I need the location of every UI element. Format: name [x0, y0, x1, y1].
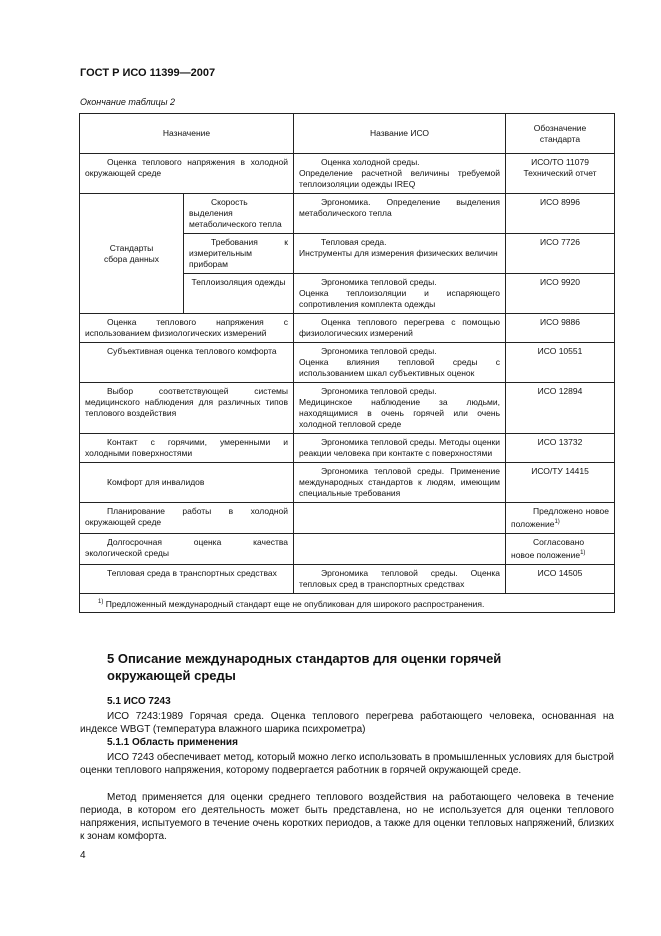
row-purpose: Комфорт для инвалидов [80, 463, 294, 503]
row-designation: ИСО 14505 [506, 564, 615, 593]
subsection-heading: 5.1 ИСО 7243 [107, 696, 171, 707]
row-purpose: Выбор соответствующей системы медицинского наблюдения для различных типов теплового воздействия [80, 383, 294, 434]
row-designation [506, 503, 615, 534]
footnote-text: Предложенный международный стандарт еще не опубликован для широкого распространения. [105, 598, 485, 609]
row-subpurpose: Скорость выделения метаболического тепла [184, 194, 294, 234]
row-purpose: Оценка теплового напряжения с использованием физиологических измерений [80, 314, 294, 343]
row-iso-name: Тепловая среда. Инструменты для измерения физических величин [294, 234, 506, 274]
standards-table [79, 113, 615, 613]
table-row [80, 463, 615, 503]
footnote-ref: 1) [554, 519, 560, 525]
row-iso-name: Эргономика тепловой среды. Методы оценки реакции человека при контакте с поверхностями [294, 434, 506, 463]
table-header-row [80, 114, 615, 154]
row-designation: ИСО/ТО 11079 Технический отчет [506, 154, 615, 194]
row-iso-name: Эргономика тепловой среды. Медицинское наблюдение за людьми, находящимися в очень горячей или очень холодной тепловой среде [294, 383, 506, 434]
row-designation: ИСО 7726 [506, 234, 615, 274]
row-subpurpose: Требования к измерительным приборам [184, 234, 294, 274]
document-header: ГОСТ Р ИСО 11399—2007 [80, 67, 216, 79]
table-row [80, 533, 615, 564]
designation-text: Предложено новое положение [511, 506, 610, 529]
header-designation: Обозначение стандарта [506, 114, 615, 154]
row-purpose: Долгосрочная оценка качества экологической среды [80, 533, 294, 564]
subsection-heading: 5.1.1 Область применения [107, 737, 238, 748]
row-purpose: Субъективная оценка теплового комфорта [80, 343, 294, 383]
row-subpurpose: Теплоизоляция одежды [184, 274, 294, 314]
page-number: 4 [80, 850, 86, 861]
row-iso-name: Эргономика. Определение выделения метаболического тепла [294, 194, 506, 234]
row-designation: ИСО 12894 [506, 383, 615, 434]
paragraph: ИСО 7243 обеспечивает метод, который можно легко использовать в промышленных условиях для быстрой оценки теплового напряжения, которому подвергается работник в горячей окружающей среде. [80, 752, 614, 776]
header-purpose: Назначение [80, 114, 294, 154]
row-purpose: Контакт с горячими, умеренными и холодными поверхностями [80, 434, 294, 463]
table-footnote-row [80, 593, 615, 613]
row-iso-name: Эргономика тепловой среды. Применение международных стандартов к людям, имеющим специальные требования [294, 463, 506, 503]
footnote-ref: 1) [580, 549, 586, 556]
table-row [80, 503, 615, 534]
paragraph: Метод применяется для оценки среднего теплового воздействия на работающего человека в течение периода, в котором его деятельность может быть представлена, но не используется для оценки теплового напряжения, испытуемого в течение очень коротких периодов, а также для оценки тепловых напряжений, близких к зонам комфорта. [80, 792, 614, 842]
footnote-mark: 1) [98, 598, 104, 605]
row-purpose: Тепловая среда в транспортных средствах [80, 564, 294, 593]
table-footnote [80, 593, 615, 613]
section-title: 5 Описание международных стандартов для оценки горячей окружающей среды [107, 651, 502, 683]
row-designation: ИСО/ТУ 14415 [506, 463, 615, 503]
row-designation: ИСО 9886 [506, 314, 615, 343]
row-iso-name: Оценка холодной среды. Определение расчетной величины требуемой теплоизоляции одежды IREQ [294, 154, 506, 194]
table-row [80, 434, 615, 463]
row-group-data-collection: Стандарты сбора данных [80, 194, 184, 314]
row-designation: ИСО 13732 [506, 434, 615, 463]
row-designation [506, 533, 615, 564]
table-caption: Окончание таблицы 2 [80, 97, 175, 107]
row-iso-name [294, 533, 506, 564]
row-designation: ИСО 10551 [506, 343, 615, 383]
row-purpose: Оценка теплового напряжения в холодной окружающей среде [80, 154, 294, 194]
table-row [80, 194, 615, 234]
table-row [80, 564, 615, 593]
paragraph: ИСО 7243:1989 Горячая среда. Оценка теплового перегрева работающего человека, основанная на индексе WBGT (температура влажного шарика психрометра) [80, 711, 614, 735]
row-purpose: Планирование работы в холодной окружающей среде [80, 503, 294, 534]
row-iso-name: Эргономика тепловой среды. Оценка теплоизоляции и испаряющего сопротивления комплекта одежды [294, 274, 506, 314]
designation-text: Согласовано новое положение [511, 536, 585, 560]
row-iso-name: Оценка теплового перегрева с помощью физиологических измерений [294, 314, 506, 343]
header-iso-name: Название ИСО [294, 114, 506, 154]
table-row [80, 383, 615, 434]
table-row [80, 314, 615, 343]
row-iso-name: Эргономика тепловой среды. Оценка влияния тепловой среды с использованием шкал субъективных оценок [294, 343, 506, 383]
row-designation: ИСО 9920 [506, 274, 615, 314]
row-iso-name [294, 503, 506, 534]
table-row [80, 154, 615, 194]
row-iso-name: Эргономика тепловой среды. Оценка тепловых сред в транспортных средствах [294, 564, 506, 593]
table-row [80, 343, 615, 383]
row-designation: ИСО 8996 [506, 194, 615, 234]
